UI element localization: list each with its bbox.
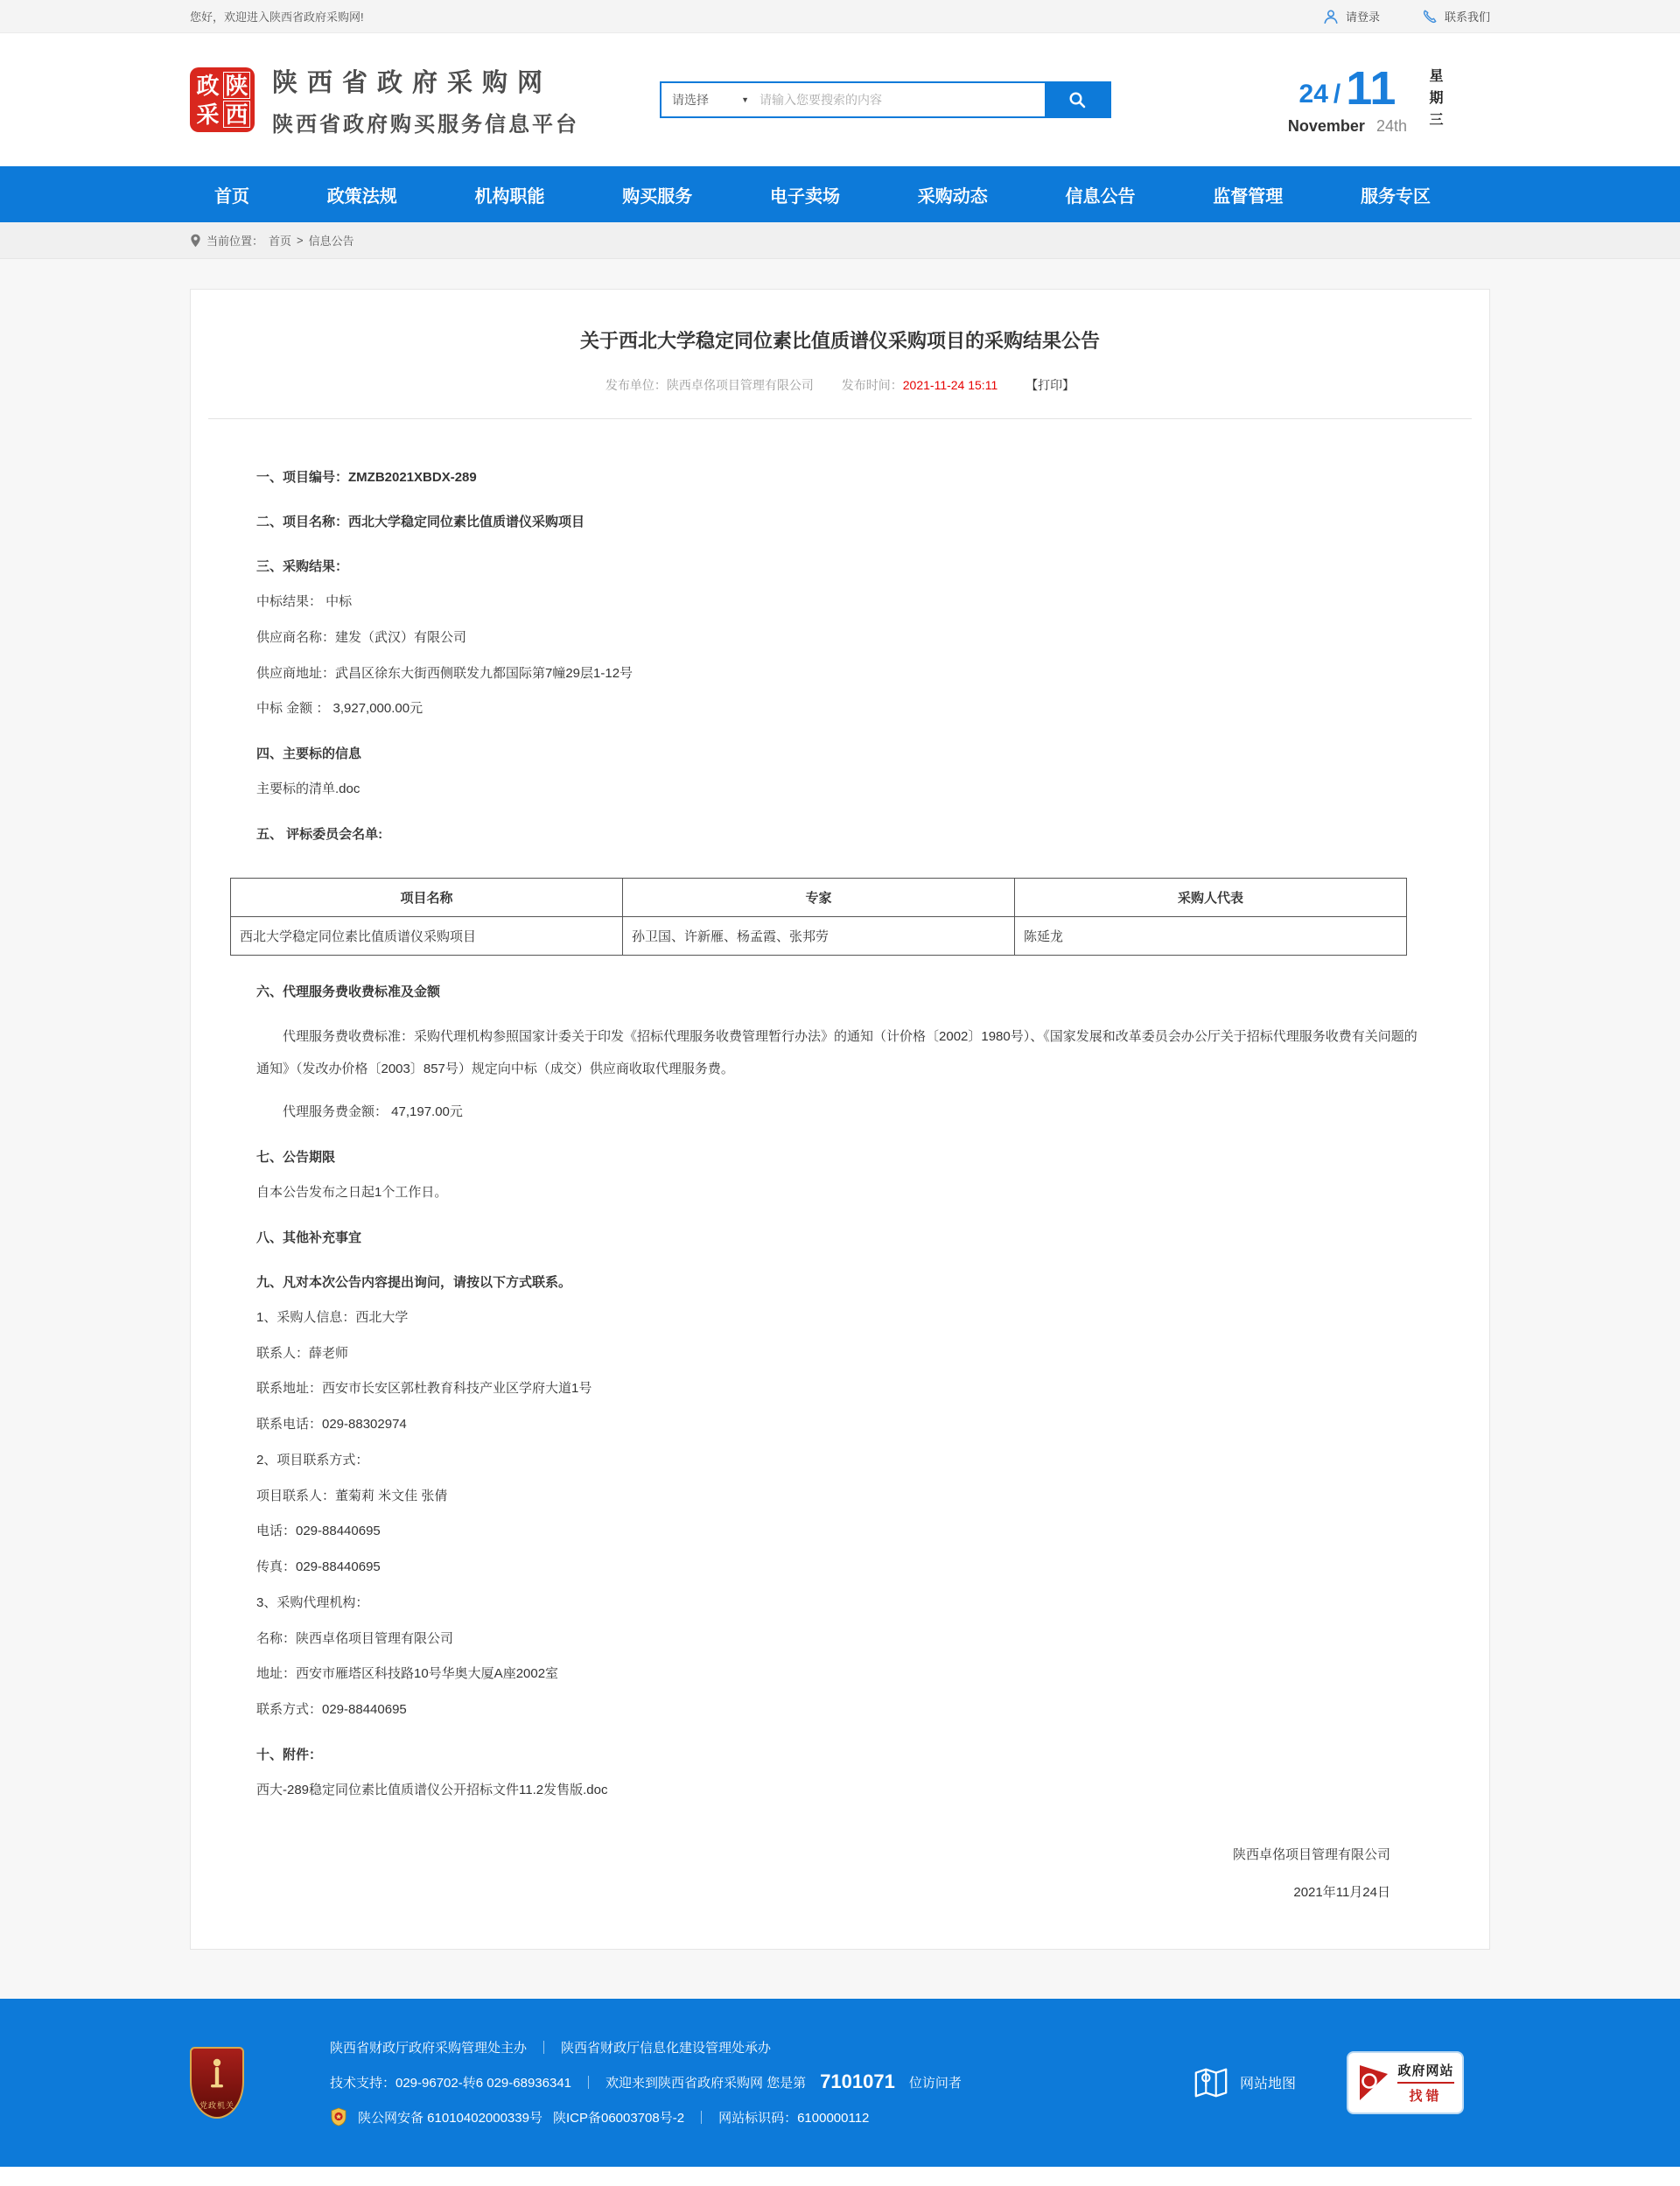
section-main-subject-info: 四、主要标的信息	[256, 746, 362, 761]
search-icon	[1068, 90, 1087, 109]
nav-item-announcements[interactable]: 信息公告	[1065, 186, 1136, 207]
logo-char-bl: 采	[196, 101, 220, 128]
site-logo[interactable]	[190, 67, 255, 132]
agency-heading: 3、采购代理机构：	[256, 1594, 369, 1610]
award-amount-line: 中标 金额 ： 3,927,000.00元	[256, 701, 424, 717]
footer-psb-number: 陕公网安备 61010402000339号	[358, 2110, 542, 2126]
col-header-project-name: 项目名称	[231, 878, 623, 916]
date-day: 24	[1298, 79, 1328, 109]
page-title: 关于西北大学稳定同位素比值质谱仪采购项目的采购结果公告	[579, 330, 1100, 352]
main-nav	[0, 166, 1680, 222]
announcement-period-line: 自本公告发布之日起1个工作日。	[256, 1185, 448, 1200]
nav-item-purchase-services[interactable]: 购买服务	[622, 186, 693, 207]
footer-site-id: 网站标识码：6100000112	[718, 2110, 870, 2126]
welcome-text: 您好，欢迎进入陕西省政府采购网!	[190, 11, 364, 24]
breadcrumb-home[interactable]: 首页	[269, 235, 292, 248]
search-input[interactable]	[760, 83, 1045, 116]
attachment-doc-link[interactable]: 西大-289稳定同位素比值质谱仪公开招标文件11.2发售版.doc	[256, 1782, 608, 1797]
result-line: 中标结果： 中标	[256, 594, 353, 609]
search-category-select[interactable]	[662, 91, 760, 109]
committee-table	[230, 878, 1407, 956]
gov-site-find-error-button[interactable]	[1347, 2051, 1464, 2114]
purchaser-info-line: 1、采购人信息：西北大学	[256, 1309, 409, 1325]
signature-block	[256, 1845, 1424, 1901]
print-button[interactable]: 【打印】	[1026, 378, 1075, 392]
table-row	[231, 916, 1407, 955]
section-attachments: 十、附件：	[256, 1747, 323, 1762]
footer-visitor-prefix: 欢迎来到陕西省政府采购网 您是第	[606, 2075, 807, 2091]
search-button[interactable]	[1045, 83, 1110, 116]
nav-item-service-zone[interactable]: 服务专区	[1361, 186, 1431, 207]
footer-separator: ｜	[537, 2041, 551, 2056]
footer-line-support	[330, 2063, 962, 2100]
nav-item-procurement-news[interactable]: 采购动态	[917, 186, 988, 207]
purchaser-contact-phone: 联系电话：029-88302974	[256, 1417, 407, 1432]
torch-emblem-icon	[207, 2057, 227, 2092]
cell-experts: 孙卫国、许新雁、杨孟霞、张邦劳	[623, 916, 1015, 955]
signature-company: 陕西卓佲项目管理有限公司	[1232, 1846, 1390, 1862]
agency-address: 地址：西安市雁塔区科技路10号华奥大厦A座2002室	[256, 1666, 559, 1682]
site-footer	[0, 1999, 1680, 2167]
publish-time-label: 发布时间：	[841, 378, 903, 392]
main-area	[0, 259, 1680, 1999]
footer-tech-support: 技术支持：029-96702-转6 029-68936341	[330, 2075, 571, 2091]
publish-time-value: 2021-11-24 15:11	[902, 378, 998, 392]
section-other-matters: 八、其他补充事宜	[256, 1230, 362, 1245]
user-icon	[1323, 9, 1339, 25]
search-box	[660, 81, 1111, 118]
date-ordinal: 24th	[1376, 116, 1407, 135]
article-meta	[191, 376, 1489, 394]
section-announcement-period: 七、公告期限	[256, 1150, 336, 1165]
section-agency-fee: 六、代理服务费收费标准及金额	[256, 984, 441, 999]
date-separator: /	[1333, 79, 1341, 109]
table-header-row	[231, 878, 1407, 916]
party-government-badge	[190, 2047, 244, 2119]
find-error-label-top: 政府网站	[1397, 2061, 1453, 2084]
footer-line-organizers	[330, 2031, 962, 2063]
footer-organizer: 陕西省财政厅政府采购管理处主办	[330, 2041, 528, 2056]
section-procurement-result: 三、采购结果：	[256, 559, 349, 574]
nav-item-supervision[interactable]: 监督管理	[1213, 186, 1284, 207]
purchaser-contact-person: 联系人：薛老师	[256, 1345, 349, 1361]
subject-list-doc-link[interactable]: 主要标的清单.doc	[256, 781, 360, 796]
login-label: 请登录	[1345, 11, 1380, 24]
cell-project-name: 西北大学稳定同位素比值质谱仪采购项目	[231, 916, 623, 955]
date-widget	[1287, 61, 1490, 136]
date-month-name: November	[1287, 116, 1365, 135]
agency-fee-amount: 代理服务费金额： 47,197.00元	[283, 1104, 463, 1120]
search-select-label: 请选择	[672, 93, 709, 107]
section-project-number: 一、项目编号：ZMZB2021XBDX-289	[256, 470, 477, 485]
top-utility-bar	[0, 0, 1680, 33]
project-contact-persons: 项目联系人：董菊莉 米文佳 张倩	[256, 1488, 448, 1503]
login-link[interactable]	[1323, 8, 1380, 25]
supplier-name-line: 供应商名称：建发（武汉）有限公司	[256, 629, 467, 645]
breadcrumb-prefix: 当前位置：	[206, 235, 264, 248]
phone-icon	[1422, 9, 1438, 25]
find-error-flag-icon	[1356, 2063, 1391, 2102]
logo-char-br: 西	[223, 101, 250, 128]
location-pin-icon	[190, 234, 201, 248]
footer-co-organizer: 陕西省财政厅信息化建设管理处承办	[561, 2041, 772, 2056]
publisher-label: 发布单位：	[605, 378, 667, 392]
project-contact-heading: 2、项目联系方式：	[256, 1452, 369, 1468]
visitor-count: 7101071	[820, 2070, 895, 2092]
section-contact-methods: 九、凡对本次公告内容提出询问，请按以下方式联系。	[256, 1274, 572, 1290]
nav-item-home[interactable]: 首页	[214, 186, 249, 207]
announcement-card	[190, 289, 1490, 1950]
chevron-down-icon: ▼	[741, 95, 749, 104]
project-contact-phone: 电话：029-88440695	[256, 1524, 381, 1539]
publisher-value: 陕西卓佲项目管理有限公司	[666, 378, 814, 392]
breadcrumb-band	[0, 222, 1680, 259]
sitemap-map-icon	[1193, 2064, 1229, 2101]
project-contact-fax: 传真：029-88440695	[256, 1559, 381, 1574]
badge-label: 党政机关	[199, 2100, 234, 2110]
cell-purchaser-rep: 陈延龙	[1015, 916, 1407, 955]
find-error-label-bottom: 找错	[1409, 2088, 1443, 2104]
footer-visitor-suffix: 位访问者	[908, 2075, 962, 2091]
agency-contact: 联系方式：029-88440695	[256, 1702, 407, 1717]
breadcrumb-current: 信息公告	[308, 235, 354, 248]
breadcrumb-separator: >	[297, 234, 304, 247]
nav-item-functions[interactable]: 机构职能	[474, 186, 545, 207]
contact-us-label: 联系我们	[1444, 11, 1490, 24]
col-header-experts: 专家	[623, 878, 1015, 916]
nav-item-e-mall[interactable]: 电子卖场	[770, 186, 840, 207]
purchaser-contact-address: 联系地址：西安市长安区郭杜教育科技产业区学府大道1号	[256, 1381, 592, 1397]
logo-char-tr: 陕	[223, 72, 250, 99]
agency-fee-standard: 代理服务费收费标准：采购代理机构参照国家计委关于印发《招标代理服务收费管理暂行办法》的通知（计价格〔2002〕1980号）、《国家发展和改革委员会办公厅关于招标代理服务收费有关问题的通知》（发改办价格〔2003〕857号）规定向中标（成交）供应商收取代理服务费。	[256, 1028, 1418, 1076]
sitemap-label: 网站地图	[1239, 2077, 1296, 2091]
section-committee-list: 五、 评标委员会名单:	[256, 826, 383, 842]
footer-separator: ｜	[695, 2110, 709, 2126]
contact-us-link[interactable]	[1422, 8, 1490, 25]
article-body	[191, 419, 1489, 1901]
footer-icp-number: 陕ICP备06003708号-2	[552, 2110, 685, 2126]
site-subtitle: 陕西省政府购买服务信息平台	[272, 112, 579, 137]
date-weekday: 星期三	[1427, 67, 1442, 134]
agency-name: 名称：陕西卓佲项目管理有限公司	[256, 1630, 454, 1646]
nav-item-policies[interactable]: 政策法规	[326, 186, 397, 207]
footer-line-registration	[330, 2100, 962, 2133]
col-header-purchaser-rep: 采购人代表	[1015, 878, 1407, 916]
site-header	[0, 33, 1680, 166]
supplier-address-line: 供应商地址：武昌区徐东大街西侧联发九都国际第7幢29层1-12号	[256, 665, 634, 681]
site-name: 陕西省政府采购网	[272, 68, 553, 97]
breadcrumb	[190, 222, 1490, 258]
public-security-badge-icon	[330, 2107, 347, 2126]
section-project-name: 二、项目名称：西北大学稳定同位素比值质谱仪采购项目	[256, 515, 585, 529]
footer-separator: ｜	[582, 2075, 596, 2091]
signature-date: 2021年11月24日	[1293, 1884, 1390, 1900]
logo-char-tl: 政	[196, 72, 220, 99]
date-month: 11	[1346, 61, 1396, 115]
page-bottom-strip	[0, 2167, 1680, 2186]
sitemap-link[interactable]	[1193, 2064, 1296, 2101]
